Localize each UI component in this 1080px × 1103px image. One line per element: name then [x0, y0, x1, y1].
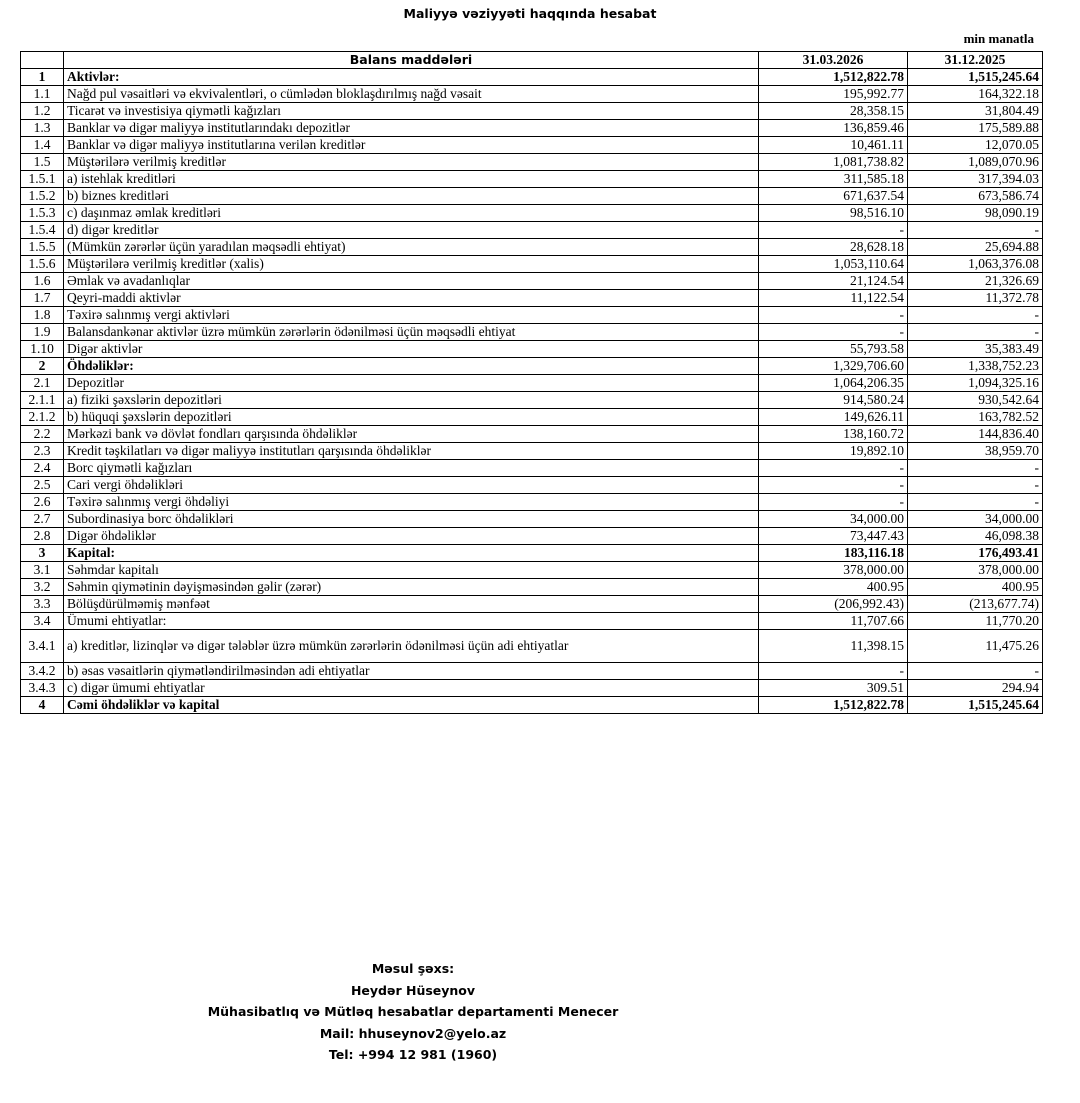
row-label: Öhdəliklər:: [64, 358, 759, 375]
row-label: (Mümkün zərərlər üçün yaradılan məqsədli ehtiyat): [64, 239, 759, 256]
row-value-previous: 12,070.05: [908, 137, 1043, 154]
row-label: a) kreditlər, lizinqlər və digər tələblər üzrə mümkün zərərlərin ödənilməsi üçün adi ehtiyatlar: [64, 630, 759, 663]
row-label: b) hüquqi şəxslərin depozitləri: [64, 409, 759, 426]
table-row: [21, 579, 1043, 596]
row-number: 1: [21, 69, 64, 86]
row-label: Banklar və digər maliyyə institutlarına verilən kreditlər: [64, 137, 759, 154]
table-row: [21, 307, 1043, 324]
contact-phone: Tel: +994 12 981 (1960): [328, 1047, 498, 1062]
table-row: [21, 256, 1043, 273]
row-value-current: -: [759, 307, 908, 324]
row-value-previous: 1,063,376.08: [908, 256, 1043, 273]
row-value-current: 19,892.10: [759, 443, 908, 460]
table-row: [21, 545, 1043, 562]
table-row: [21, 663, 1043, 680]
row-label: Müştərilərə verilmiş kreditlər (xalis): [64, 256, 759, 273]
row-number: 2.3: [21, 443, 64, 460]
row-number: 2: [21, 358, 64, 375]
row-value-current: 378,000.00: [759, 562, 908, 579]
row-number: 2.8: [21, 528, 64, 545]
row-value-current: 1,329,706.60: [759, 358, 908, 375]
row-label: Mərkəzi bank və dövlət fondları qarşısında öhdəliklər: [64, 426, 759, 443]
row-value-current: 10,461.11: [759, 137, 908, 154]
currency-unit-label: min manatla: [963, 31, 1034, 46]
row-label: Banklar və digər maliyyə institutlarındakı depozitlər: [64, 120, 759, 137]
row-value-current: -: [759, 477, 908, 494]
row-label: Depozitlər: [64, 375, 759, 392]
row-label: b) biznes kreditləri: [64, 188, 759, 205]
row-label: a) fiziki şəxslərin depozitləri: [64, 392, 759, 409]
row-number: 1.8: [21, 307, 64, 324]
table-row: [21, 680, 1043, 697]
table-row: [21, 341, 1043, 358]
table-row: [21, 613, 1043, 630]
row-label: Digər aktivlər: [64, 341, 759, 358]
row-number: 3.1: [21, 562, 64, 579]
row-value-current: 1,081,738.82: [759, 154, 908, 171]
row-value-previous: 98,090.19: [908, 205, 1043, 222]
responsible-position: Mühasibatlıq və Mütləq hesabatlar departamenti Menecer: [207, 1004, 619, 1019]
row-label: Borc qiymətli kağızları: [64, 460, 759, 477]
row-value-current: -: [759, 460, 908, 477]
row-value-previous: 34,000.00: [908, 511, 1043, 528]
row-number: 3.4.3: [21, 680, 64, 697]
row-value-previous: 35,383.49: [908, 341, 1043, 358]
row-number: 2.4: [21, 460, 64, 477]
row-value-current: 138,160.72: [759, 426, 908, 443]
row-value-current: 28,358.15: [759, 103, 908, 120]
row-label: b) əsas vəsaitlərin qiymətləndirilməsindən adi ehtiyatlar: [64, 663, 759, 680]
row-number: 2.1: [21, 375, 64, 392]
table-row: [21, 154, 1043, 171]
row-value-previous: -: [908, 494, 1043, 511]
table-row: [21, 324, 1043, 341]
row-value-current: 1,512,822.78: [759, 697, 908, 714]
header-date-current: 31.03.2026: [759, 52, 908, 69]
row-number: 3: [21, 545, 64, 562]
row-value-current: -: [759, 222, 908, 239]
row-value-previous: 1,515,245.64: [908, 69, 1043, 86]
row-label: Ticarət və investisiya qiymətli kağızları: [64, 103, 759, 120]
row-value-previous: 176,493.41: [908, 545, 1043, 562]
row-number: 2.1.1: [21, 392, 64, 409]
table-row: [21, 697, 1043, 714]
row-value-current: 98,516.10: [759, 205, 908, 222]
table-row: [21, 171, 1043, 188]
row-value-previous: (213,677.74): [908, 596, 1043, 613]
row-number: 2.1.2: [21, 409, 64, 426]
table-row: [21, 120, 1043, 137]
table-row: [21, 69, 1043, 86]
table-row: [21, 426, 1043, 443]
row-value-previous: -: [908, 663, 1043, 680]
row-number: 1.5.4: [21, 222, 64, 239]
row-number: 1.5.5: [21, 239, 64, 256]
row-label: Səhmin qiymətinin dəyişməsindən gəlir (zərər): [64, 579, 759, 596]
row-value-current: 400.95: [759, 579, 908, 596]
row-number: 1.5.3: [21, 205, 64, 222]
row-value-current: 73,447.43: [759, 528, 908, 545]
row-label: Kapital:: [64, 545, 759, 562]
row-value-previous: 144,836.40: [908, 426, 1043, 443]
row-value-previous: 46,098.38: [908, 528, 1043, 545]
row-label: Cari vergi öhdəlikləri: [64, 477, 759, 494]
row-number: 1.5: [21, 154, 64, 171]
table-row: [21, 205, 1043, 222]
row-label: c) daşınmaz əmlak kreditləri: [64, 205, 759, 222]
row-label: a) istehlak kreditləri: [64, 171, 759, 188]
row-value-current: 28,628.18: [759, 239, 908, 256]
row-label: Subordinasiya borc öhdəlikləri: [64, 511, 759, 528]
table-row: [21, 409, 1043, 426]
row-value-current: 1,053,110.64: [759, 256, 908, 273]
row-value-previous: 1,338,752.23: [908, 358, 1043, 375]
row-value-current: 311,585.18: [759, 171, 908, 188]
row-label: d) digər kreditlər: [64, 222, 759, 239]
row-value-current: 136,859.46: [759, 120, 908, 137]
table-row: [21, 477, 1043, 494]
row-value-previous: 1,094,325.16: [908, 375, 1043, 392]
row-label: Təxirə salınmış vergi aktivləri: [64, 307, 759, 324]
row-number: 1.5.2: [21, 188, 64, 205]
row-value-current: 671,637.54: [759, 188, 908, 205]
row-label: Əmlak və avadanlıqlar: [64, 273, 759, 290]
row-label: Müştərilərə verilmiş kreditlər: [64, 154, 759, 171]
row-number: 1.7: [21, 290, 64, 307]
row-label: Aktivlər:: [64, 69, 759, 86]
row-number: 1.6: [21, 273, 64, 290]
table-row: [21, 511, 1043, 528]
header-balance-items: Balans maddələri: [64, 52, 759, 69]
row-value-previous: 930,542.64: [908, 392, 1043, 409]
row-value-previous: 11,372.78: [908, 290, 1043, 307]
row-value-current: -: [759, 494, 908, 511]
row-label: Təxirə salınmış vergi öhdəliyi: [64, 494, 759, 511]
row-value-previous: -: [908, 477, 1043, 494]
row-value-current: (206,992.43): [759, 596, 908, 613]
row-number: 1.4: [21, 137, 64, 154]
row-value-previous: 25,694.88: [908, 239, 1043, 256]
row-value-current: 149,626.11: [759, 409, 908, 426]
row-label: Balansdankənar aktivlər üzrə mümkün zərərlərin ödənilməsi üçün məqsədli ehtiyat: [64, 324, 759, 341]
table-row: [21, 137, 1043, 154]
contact-footer: [0, 958, 826, 1066]
row-value-current: -: [759, 663, 908, 680]
row-number: 3.4: [21, 613, 64, 630]
row-value-current: 11,122.54: [759, 290, 908, 307]
row-value-current: 34,000.00: [759, 511, 908, 528]
table-row: [21, 596, 1043, 613]
table-header-row: [21, 52, 1043, 69]
row-value-current: 55,793.58: [759, 341, 908, 358]
table-row: [21, 562, 1043, 579]
row-value-previous: 673,586.74: [908, 188, 1043, 205]
row-value-current: -: [759, 324, 908, 341]
row-number: 1.10: [21, 341, 64, 358]
row-number: 1.2: [21, 103, 64, 120]
row-value-previous: 38,959.70: [908, 443, 1043, 460]
contact-email: Mail: hhuseynov2@yelo.az: [319, 1025, 507, 1041]
table-row: [21, 392, 1043, 409]
row-value-previous: 294.94: [908, 680, 1043, 697]
row-value-previous: 317,394.03: [908, 171, 1043, 188]
row-number: 2.6: [21, 494, 64, 511]
table-row: [21, 494, 1043, 511]
header-date-previous: 31.12.2025: [908, 52, 1043, 69]
table-row: [21, 443, 1043, 460]
balance-sheet-table: [20, 51, 1043, 714]
row-label: Ümumi ehtiyatlar:: [64, 613, 759, 630]
row-number: 4: [21, 697, 64, 714]
row-number: 2.7: [21, 511, 64, 528]
row-value-previous: 175,589.88: [908, 120, 1043, 137]
row-value-current: 21,124.54: [759, 273, 908, 290]
row-value-previous: -: [908, 324, 1043, 341]
row-label: c) digər ümumi ehtiyatlar: [64, 680, 759, 697]
row-label: Digər öhdəliklər: [64, 528, 759, 545]
row-number: 1.5.6: [21, 256, 64, 273]
responsible-label: Məsul şəxs:: [371, 961, 455, 976]
row-value-current: 183,116.18: [759, 545, 908, 562]
row-value-previous: 164,322.18: [908, 86, 1043, 103]
row-value-current: 914,580.24: [759, 392, 908, 409]
row-value-previous: 378,000.00: [908, 562, 1043, 579]
row-value-previous: -: [908, 460, 1043, 477]
row-number: 1.1: [21, 86, 64, 103]
table-row: [21, 86, 1043, 103]
row-value-current: 11,398.15: [759, 630, 908, 663]
table-row: [21, 239, 1043, 256]
row-value-current: 309.51: [759, 680, 908, 697]
row-label: Nağd pul vəsaitləri və ekvivalentləri, o cümlədən bloklaşdırılmış nağd vəsait: [64, 86, 759, 103]
table-row: [21, 630, 1043, 663]
table-row: [21, 103, 1043, 120]
row-value-current: 1,064,206.35: [759, 375, 908, 392]
row-number: 1.3: [21, 120, 64, 137]
row-value-previous: 21,326.69: [908, 273, 1043, 290]
row-number: 3.4.2: [21, 663, 64, 680]
row-label: Kredit təşkilatları və digər maliyyə institutları qarşısında öhdəliklər: [64, 443, 759, 460]
report-title: Maliyyə vəziyyəti haqqında hesabat: [403, 6, 657, 21]
table-row: [21, 290, 1043, 307]
row-value-current: 11,707.66: [759, 613, 908, 630]
row-value-current: 1,512,822.78: [759, 69, 908, 86]
row-label: Cəmi öhdəliklər və kapital: [64, 697, 759, 714]
row-number: 1.9: [21, 324, 64, 341]
row-number: 3.2: [21, 579, 64, 596]
table-row: [21, 460, 1043, 477]
row-number: 3.3: [21, 596, 64, 613]
row-number: 2.5: [21, 477, 64, 494]
row-value-previous: -: [908, 307, 1043, 324]
row-value-previous: -: [908, 222, 1043, 239]
row-value-previous: 400.95: [908, 579, 1043, 596]
header-number: [21, 52, 64, 69]
row-number: 3.4.1: [21, 630, 64, 663]
row-number: 1.5.1: [21, 171, 64, 188]
row-label: Səhmdar kapitalı: [64, 562, 759, 579]
table-row: [21, 273, 1043, 290]
row-value-current: 195,992.77: [759, 86, 908, 103]
table-row: [21, 188, 1043, 205]
row-value-previous: 1,089,070.96: [908, 154, 1043, 171]
row-value-previous: 11,475.26: [908, 630, 1043, 663]
row-label: Qeyri-maddi aktivlər: [64, 290, 759, 307]
table-row: [21, 222, 1043, 239]
table-row: [21, 375, 1043, 392]
row-value-previous: 1,515,245.64: [908, 697, 1043, 714]
row-value-previous: 163,782.52: [908, 409, 1043, 426]
table-row: [21, 528, 1043, 545]
row-value-previous: 11,770.20: [908, 613, 1043, 630]
responsible-name: Heydər Hüseynov: [350, 982, 476, 998]
row-number: 2.2: [21, 426, 64, 443]
row-label: Bölüşdürülməmiş mənfəət: [64, 596, 759, 613]
table-row: [21, 358, 1043, 375]
row-value-previous: 31,804.49: [908, 103, 1043, 120]
